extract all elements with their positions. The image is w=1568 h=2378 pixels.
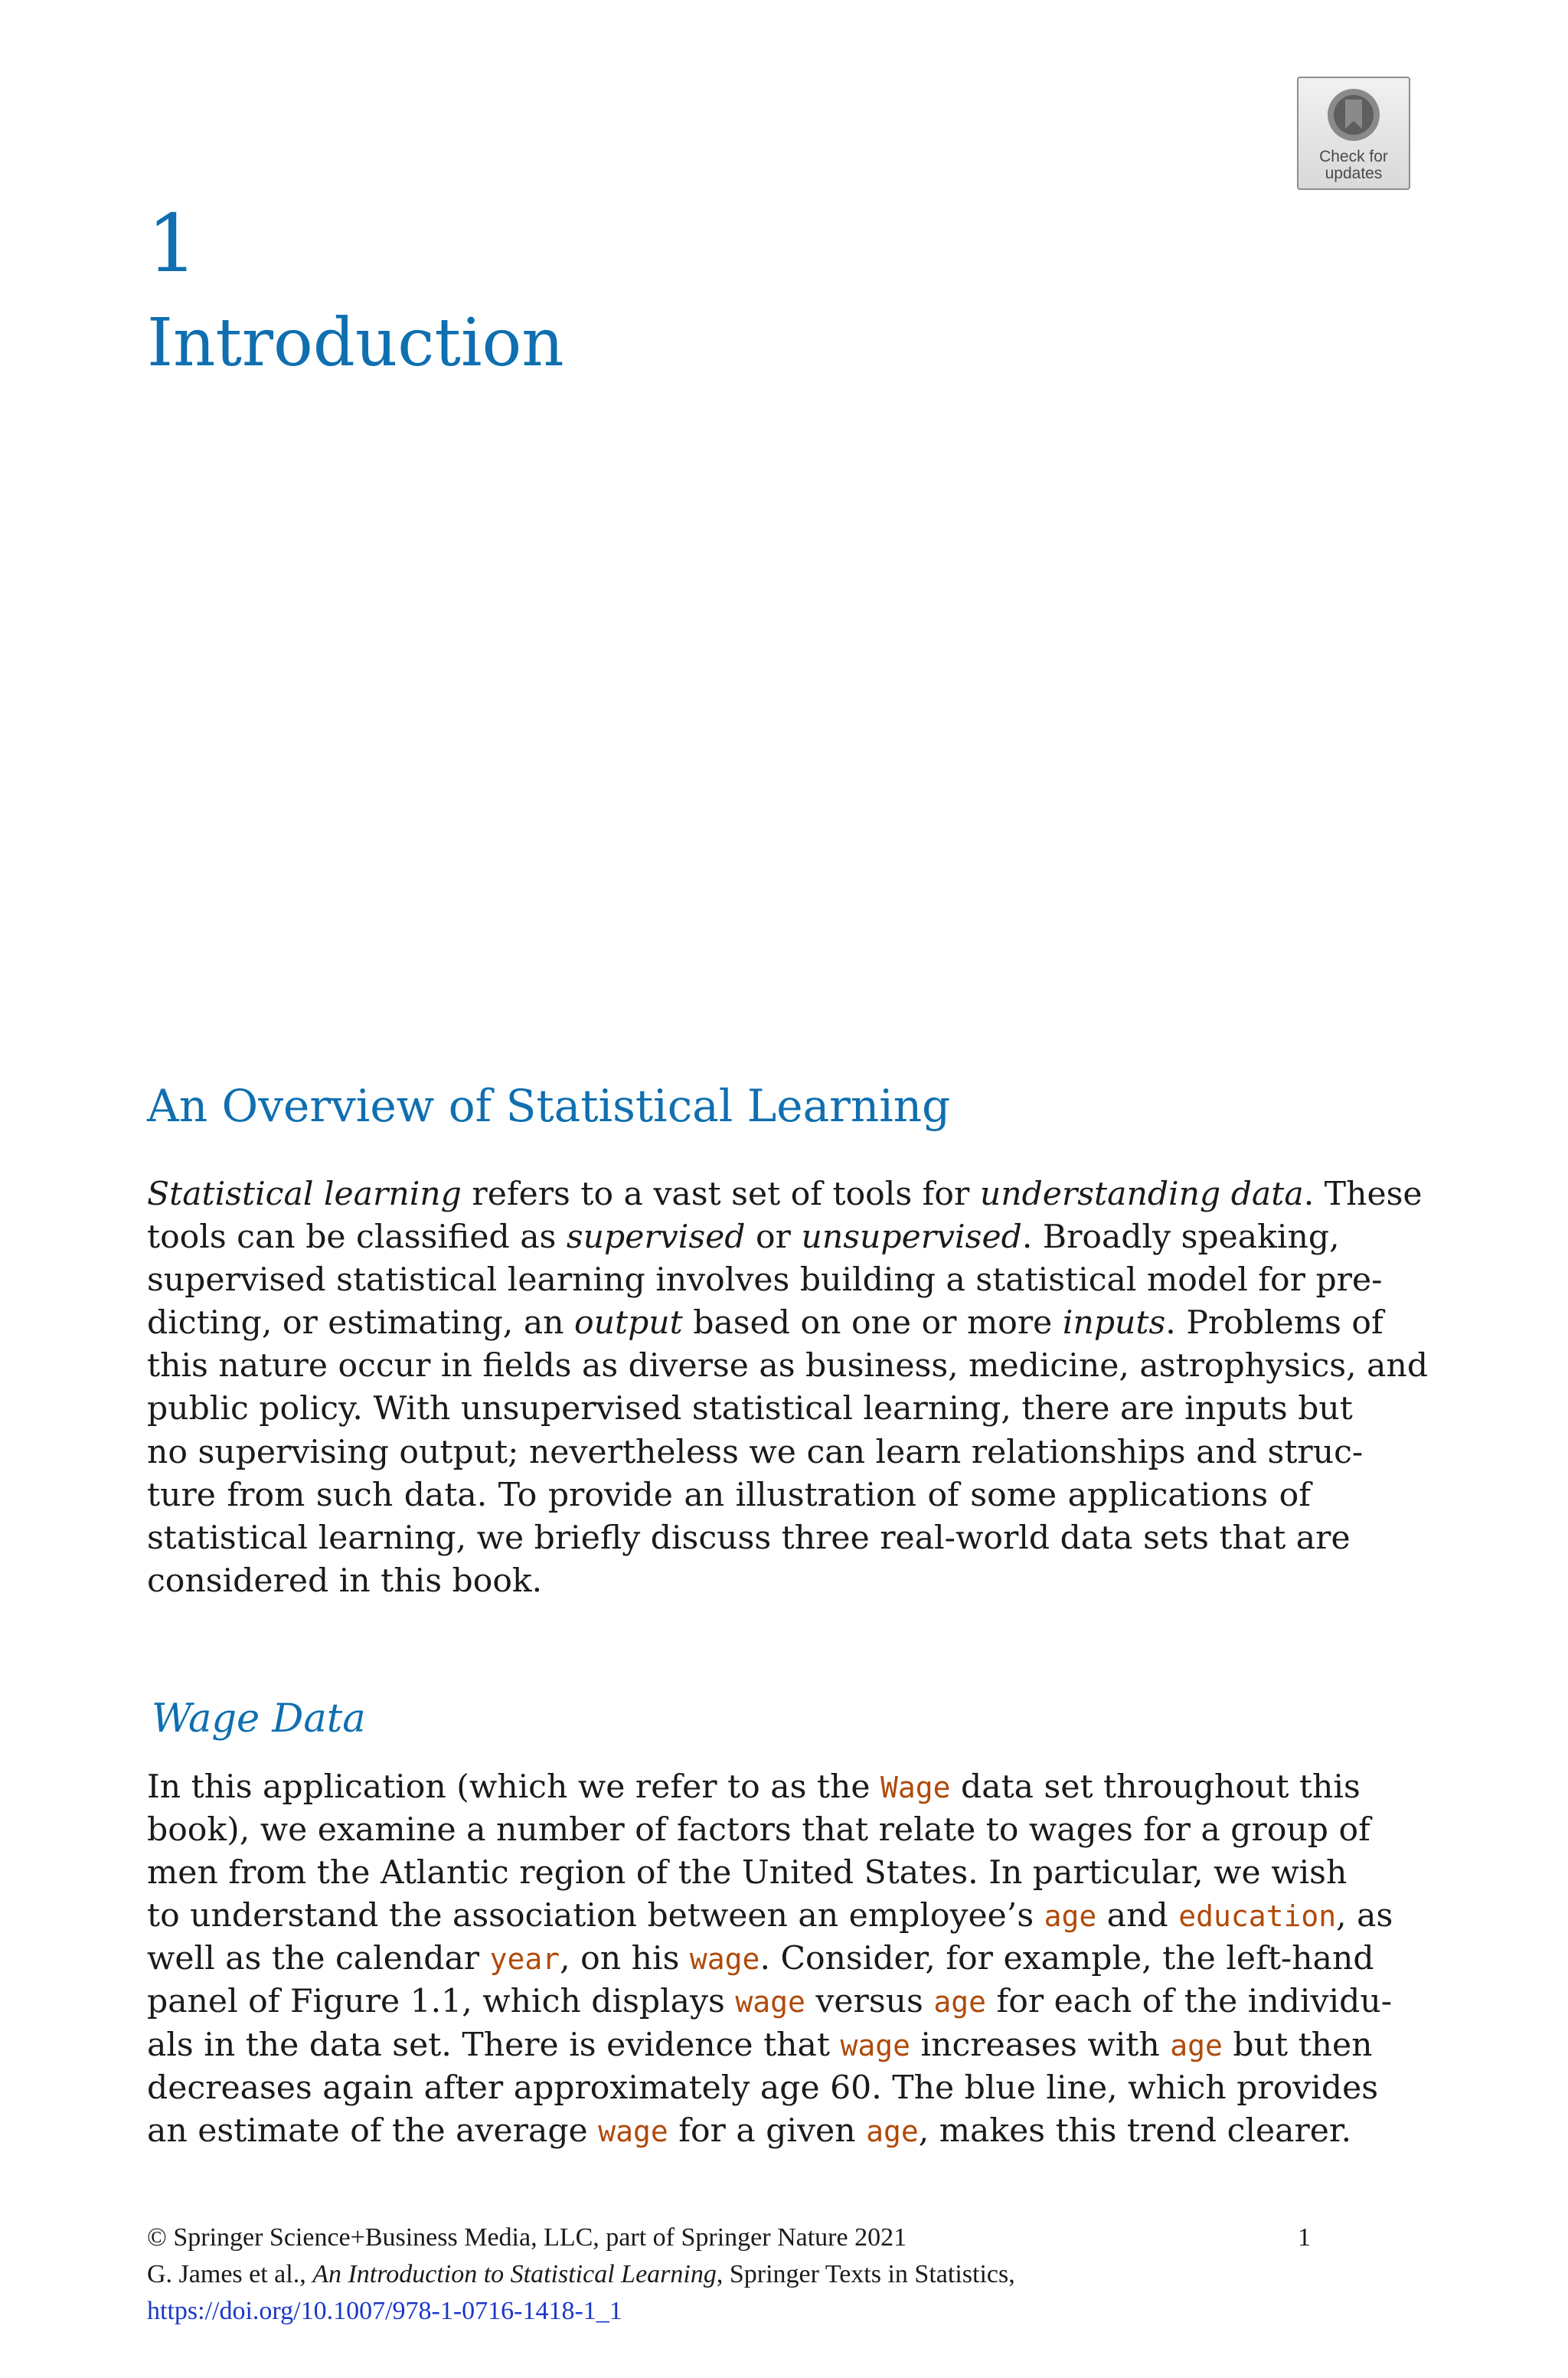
text-segment: als in the data set. There is evidence that bbox=[147, 2026, 841, 2064]
wage-data-paragraph bbox=[147, 1766, 1393, 2153]
text-segment: no supervising output; nevertheless we can learn relationships and struc- bbox=[147, 1433, 1364, 1471]
code-term: education bbox=[1178, 1899, 1337, 1934]
text-line bbox=[147, 1216, 1340, 1259]
code-term: age bbox=[1170, 2028, 1223, 2062]
text-segment: refers to a vast set of tools for bbox=[461, 1176, 980, 1213]
text-line bbox=[147, 1560, 1311, 1603]
text-line bbox=[147, 1517, 1351, 1560]
code-term: wage bbox=[840, 2028, 910, 2062]
text-segment: panel of Figure 1.1, which displays bbox=[147, 1983, 736, 2021]
text-segment: well as the calendar bbox=[147, 1940, 490, 1978]
text-segment: for each of the individu- bbox=[986, 1983, 1393, 2021]
text-line bbox=[147, 2067, 1379, 2110]
text-segment: versus bbox=[805, 1983, 934, 2021]
text-line bbox=[147, 1388, 1353, 1431]
emphasized-term: inputs bbox=[1062, 1304, 1166, 1343]
text-segment: decreases again after approximately age 60. The blue line, which provides bbox=[147, 2069, 1379, 2107]
bookmark-icon bbox=[1325, 86, 1383, 144]
text-segment: , as bbox=[1336, 1897, 1393, 1935]
text-segment: ture from such data. To provide an illustration of some applications of bbox=[147, 1476, 1311, 1514]
overview-paragraph bbox=[147, 1173, 1429, 1603]
text-line bbox=[147, 1259, 1383, 1302]
text-line bbox=[147, 1809, 1370, 1852]
footer-citation-line bbox=[147, 2258, 1311, 2291]
citation-suffix: , Springer Texts in Statistics, bbox=[716, 2260, 1015, 2288]
text-segment: considered in this book. bbox=[147, 1562, 543, 1600]
emphasized-term: Statistical learning bbox=[147, 1176, 462, 1213]
check-for-updates-badge[interactable] bbox=[1297, 77, 1410, 190]
text-segment: public policy. With unsupervised statistical learning, there are inputs but bbox=[147, 1390, 1353, 1428]
text-segment: . Problems of bbox=[1165, 1304, 1383, 1343]
text-segment: or bbox=[745, 1218, 802, 1257]
text-segment: to understand the association between an employee’s bbox=[147, 1897, 1044, 1935]
code-term: Wage bbox=[880, 1771, 951, 1804]
code-term: wage bbox=[598, 2114, 668, 2148]
text-segment: but then bbox=[1222, 2026, 1373, 2064]
text-segment: men from the Atlantic region of the United States. In particular, we wish bbox=[147, 1854, 1348, 1892]
text-segment: , on his bbox=[560, 1940, 690, 1978]
code-term: wage bbox=[689, 1942, 760, 1977]
footer-doi-line bbox=[147, 2295, 1311, 2328]
section-title: An Overview of Statistical Learning bbox=[147, 1080, 951, 1132]
text-segment: this nature occur in fields as diverse as business, medicine, astrophysics, and bbox=[147, 1347, 1429, 1385]
code-term: age bbox=[866, 2114, 919, 2148]
emphasized-term: understanding data bbox=[979, 1176, 1304, 1213]
text-segment: supervised statistical learning involves building a statistical model for pre- bbox=[147, 1261, 1383, 1300]
text-line bbox=[147, 2110, 1352, 2153]
code-term: age bbox=[933, 1985, 986, 2020]
citation-prefix: G. James et al., bbox=[147, 2260, 313, 2288]
chapter-number: 1 bbox=[147, 197, 198, 290]
chapter-title: Introduction bbox=[147, 305, 564, 381]
emphasized-term: output bbox=[574, 1304, 683, 1343]
text-segment: and bbox=[1096, 1897, 1179, 1935]
emphasized-term: unsupervised bbox=[801, 1218, 1022, 1257]
text-segment: , makes this trend clearer. bbox=[918, 2111, 1352, 2150]
text-line bbox=[147, 1938, 1374, 1981]
subsection-title: Wage Data bbox=[152, 1696, 366, 1742]
text-segment: an estimate of the average bbox=[147, 2111, 599, 2150]
text-segment: . Consider, for example, the left-hand bbox=[760, 1940, 1374, 1978]
text-segment: based on one or more bbox=[682, 1304, 1063, 1343]
footer-copyright-line bbox=[147, 2221, 1311, 2255]
text-segment: In this application (which we refer to as the bbox=[147, 1768, 881, 1806]
text-line bbox=[147, 1474, 1311, 1517]
text-line bbox=[147, 1302, 1383, 1345]
code-term: wage bbox=[735, 1985, 805, 2020]
text-line bbox=[147, 1345, 1429, 1388]
text-line bbox=[147, 1852, 1348, 1895]
text-line bbox=[147, 1766, 1361, 1809]
code-term: year bbox=[489, 1942, 560, 1977]
text-segment: book), we examine a number of factors that relate to wages for a group of bbox=[147, 1811, 1370, 1850]
text-segment: dicting, or estimating, an bbox=[147, 1304, 575, 1343]
code-term: age bbox=[1044, 1899, 1097, 1934]
text-line bbox=[147, 1173, 1423, 1216]
badge-label: Check for updates bbox=[1319, 148, 1388, 182]
text-segment: increases with bbox=[910, 2026, 1171, 2064]
book-title: An Introduction to Statistical Learning bbox=[312, 2260, 717, 2288]
emphasized-term: supervised bbox=[566, 1218, 746, 1257]
text-segment: statistical learning, we briefly discuss three real-world data sets that are bbox=[147, 1519, 1351, 1557]
text-segment: for a given bbox=[668, 2111, 867, 2150]
text-segment: data set throughout this bbox=[950, 1768, 1361, 1806]
text-line bbox=[147, 1895, 1393, 1938]
copyright-text: © Springer Science+Business Media, LLC, part of Springer Nature 2021 bbox=[147, 2223, 907, 2252]
text-line bbox=[147, 1981, 1393, 2023]
page-number: 1 bbox=[1298, 2223, 1311, 2252]
text-line bbox=[147, 1431, 1364, 1474]
text-segment: . Broadly speaking, bbox=[1021, 1218, 1340, 1257]
text-line bbox=[147, 2024, 1373, 2067]
text-segment: . These bbox=[1303, 1176, 1423, 1213]
doi-link[interactable]: https://doi.org/10.1007/978-1-0716-1418-1_1 bbox=[147, 2297, 622, 2325]
text-segment: tools can be classified as bbox=[147, 1218, 567, 1257]
